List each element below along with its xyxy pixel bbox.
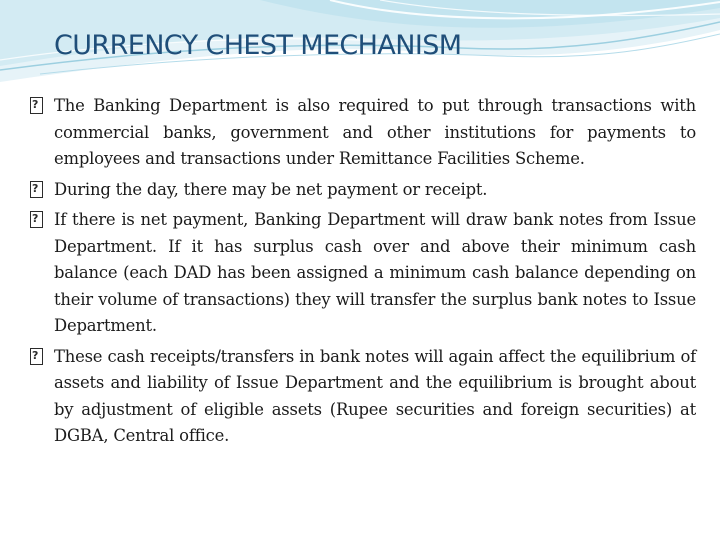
slide-title: CURRENCY CHEST MECHANISM <box>54 30 462 61</box>
list-item <box>30 93 696 173</box>
bullet-text: If there is net payment, Banking Department will draw bank notes from Issue Department. If it has surplus cash over and above their minimum cash balance (each DAD has been assigned a minimum cash balance depending on their volume of transactions) they will transfer the surplus bank notes to Issue Department. <box>54 210 696 335</box>
bullet-icon: ? <box>30 348 43 365</box>
bullet-icon: ? <box>30 181 43 198</box>
bullet-text: During the day, there may be net payment or receipt. <box>54 179 488 199</box>
list-item <box>30 207 696 340</box>
bullet-icon: ? <box>30 97 43 114</box>
list-item <box>30 344 696 450</box>
bullet-icon: ? <box>30 211 43 228</box>
list-item <box>30 177 696 204</box>
bullet-text: The Banking Department is also required to put through transactions with commercial banks, government and other institutions for payments to employees and transactions under Remittance Facilities Scheme. <box>54 96 696 168</box>
bullet-list <box>30 93 696 454</box>
bullet-text: These cash receipts/transfers in bank notes will again affect the equilibrium of assets and liability of Issue Department and the equilibrium is brought about by adjustment of eligible assets (Rupee securities and foreign securities) at DGBA, Central office. <box>54 346 696 445</box>
